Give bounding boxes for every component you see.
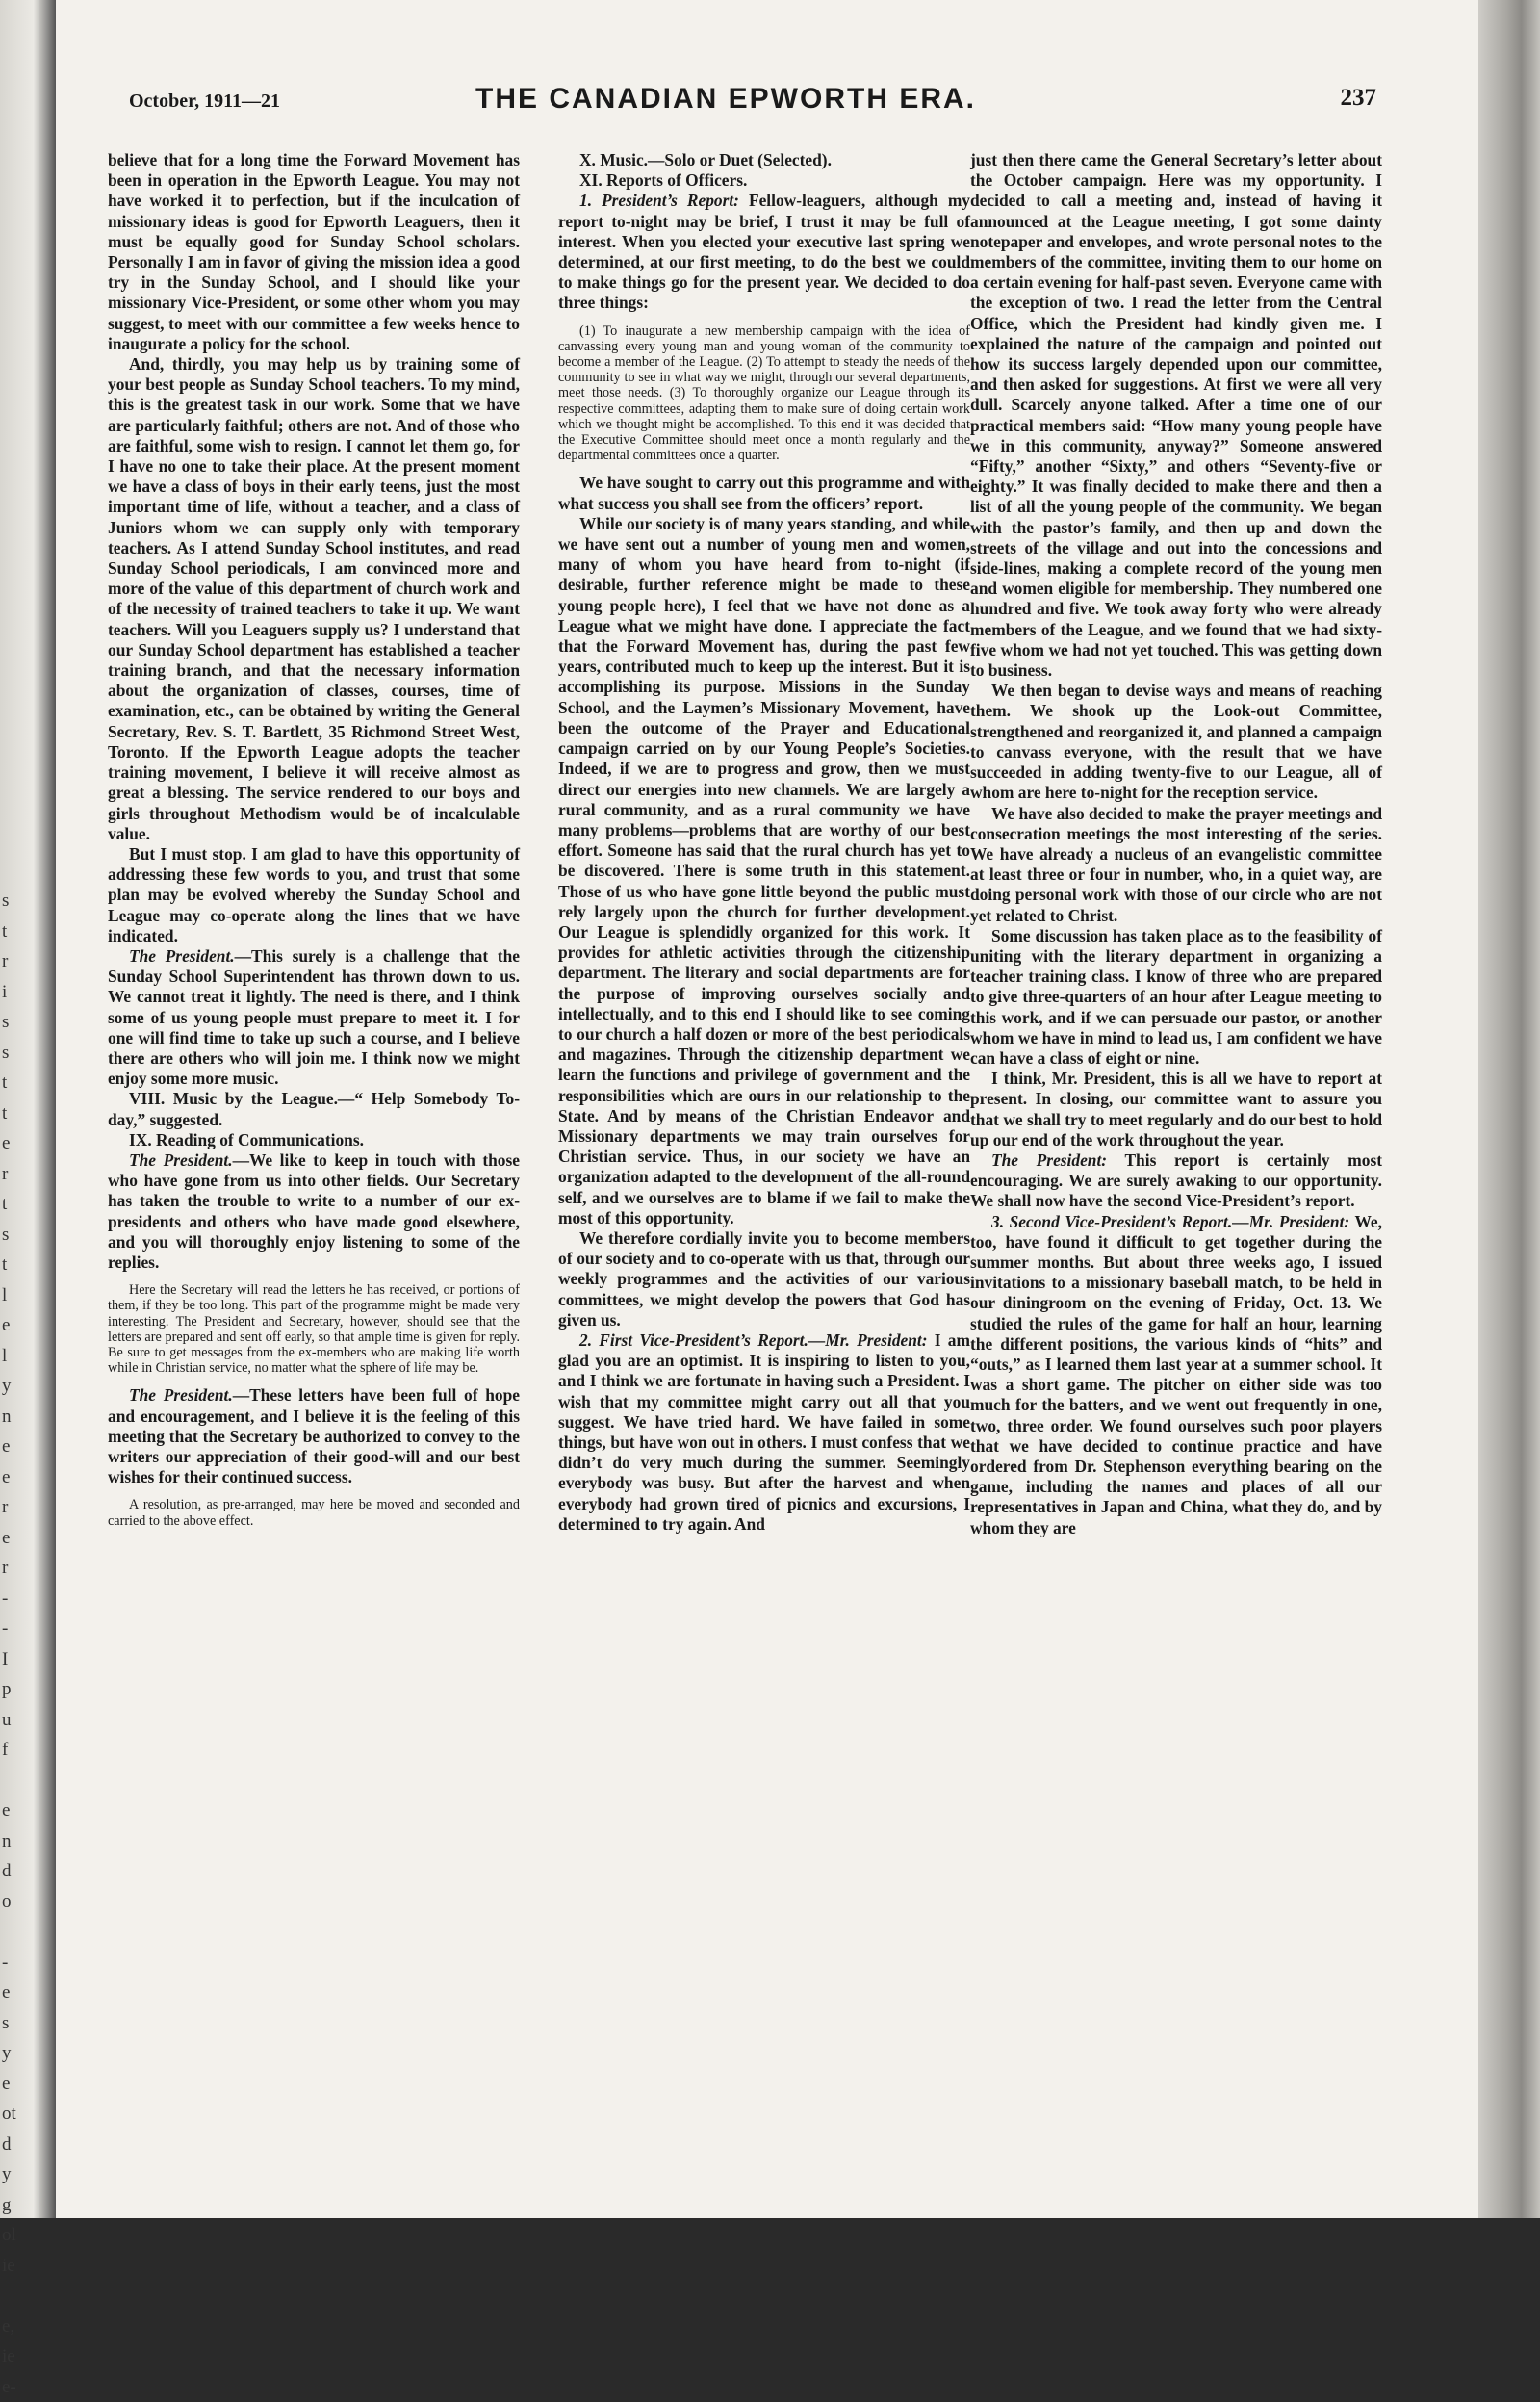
paragraph	[108, 1130, 520, 1150]
fragment-char: i	[2, 977, 21, 1008]
fragment-char: y	[2, 1371, 21, 1402]
fragment-char: s	[2, 886, 21, 917]
fragment-char: f	[2, 1735, 21, 1766]
paragraph	[558, 1330, 970, 1535]
fragment-char: e	[2, 1432, 21, 1462]
fragment-char: e,	[2, 2312, 21, 2342]
fragment-char: ie	[2, 2341, 21, 2372]
editorial-note	[558, 323, 970, 464]
fragment-char: d	[2, 1856, 21, 1887]
fragment-char: u	[2, 1705, 21, 1736]
paragraph	[970, 681, 1382, 803]
fragment-char: e-	[2, 2372, 21, 2402]
paragraph-text: While our society is of many years standing, and while we have sent out a number of young men and women, many of whom you have heard from to-night (if desirable, further reference might be made to these young people here), I feel that we have not done as a League what we might have done. I appreciate the fact that the Forward Movement has, during the past few years, contributed much to keep up the interest. But it is accomplishing its purpose. Missions in the Sunday School, and the Laymen’s Missionary Movement, have been the outcome of the Prayer and Educational campaign carried on by our Young People’s Societies. Indeed, if we are to progress and grow, then we must direct our energies into new channels. We are largely a rural community, and as a rural community we have many problems—problems that are worthy of our best effort. Someone has said that the rural church has yet to be discovered. There is some truth in this statement. Those of us who have gone little beyond the public must rely largely upon the church for further development. Our League is splendidly organized for this work. It provides for athletic activities through the citizenship department. The literary and social departments are for the purpose of improving ourselves socially and intellectually, and to this end I should like to see coming to our church a half dozen or more of the best periodicals and magazines. Through the citizenship department we learn the functions and privilege of government and the responsibilities which are ours in our relationship to the State. And by means of the Christian Endeavor and Missionary departments we may train ourselves for Christian service. Thus, in our society we have an organization adapted to the development of the all-round self, and we ourselves are to blame if we fail to make the most of this opportunity.	[558, 514, 970, 1227]
fragment-char: n	[2, 1826, 21, 1857]
paragraph-text: I think, Mr. President, this is all we have to report at present. In closing, our committee want to assure you that we shall try to meet regularly and do our best to hold up our end of the work throughout the year.	[970, 1069, 1382, 1149]
fragment-char: t	[2, 1189, 21, 1220]
paragraph-text: Here the Secretary will read the letters he has received, or portions of them, if they be too long. This part of the programme might be made very interesting. The President and Secretary, however, should see that the letters are prepared and sent off early, so that ample time is given for reply. Be sure to get messages from the ex-members who are making life worth while in Christian service, no matter what the sphere of life may be.	[108, 1282, 520, 1376]
column-2	[558, 150, 970, 1535]
fragment-char: -	[2, 1948, 21, 1978]
fragment-char: y	[2, 2038, 21, 2069]
paragraph	[108, 1385, 520, 1487]
paragraph-text: Some discussion has taken place as to the feasibility of uniting with the literary department in organizing a teacher training class. I know of three who are prepared to give three-quarters of an hour after League meeting to this work, and if we can persuade our pastor, or another whom we have in mind to lead us, I am confident we have can have a class of eight or nine.	[970, 926, 1382, 1068]
paragraph-text: We therefore cordially invite you to become members of our society and to co-operate with us that, through our weekly programmes and the activities of our various committees, we might develop the powers that God has given us.	[558, 1228, 970, 1330]
fragment-char: g	[2, 2190, 21, 2221]
paragraph-text: —We like to keep in touch with those who have gone from us into other fields. Our Secretary has taken the trouble to write to a number of our ex-presidents and others who have made good elsewhere, and you will thoroughly enjoy listening to some of the replies.	[108, 1150, 520, 1272]
fragment-char: e	[2, 1523, 21, 1554]
previous-page-fragments	[2, 886, 21, 2402]
page-number: 237	[1341, 85, 1377, 112]
paragraph-lead: 1. President’s Report:	[579, 191, 739, 210]
paragraph-text: believe that for a long time the Forward Movement has been in operation in the Epworth League. You may not have worked it to perfection, but if the inculcation of missionary ideas is good for Epworth Leaguers, then it must be equally good for Sunday School scholars. Personally I am in favor of giving the mission idea a good try in the Sunday School, and I should like your missionary Vice-President, or some other whom you may suggest, to meet with our committee a few weeks hence to inaugurate a policy for the school.	[108, 150, 520, 353]
fragment-char: r	[2, 1553, 21, 1584]
paragraph	[558, 170, 970, 191]
paragraph-text: —This surely is a challenge that the Sunday School Superintendent has thrown down to us. We cannot treat it lightly. The need is there, and I think some of us young people must prepare to meet it. I for one will find time to take up such a course, and I believe there are others who will join me. I think now we might enjoy some more music.	[108, 946, 520, 1088]
previous-page-margin	[0, 0, 56, 2218]
paragraph-lead: The President.	[129, 1150, 233, 1170]
paragraph-lead: The President:	[991, 1150, 1107, 1170]
fragment-char: p	[2, 1674, 21, 1705]
fragment-char: s	[2, 1220, 21, 1251]
fragment-char: t	[2, 1250, 21, 1280]
paragraph	[970, 1212, 1382, 1538]
column-3	[970, 150, 1382, 1538]
fragment-char: n	[2, 1402, 21, 1433]
paragraph	[108, 946, 520, 1089]
fragment-char	[2, 1917, 21, 1948]
paragraph-text: We have sought to carry out this programme and with what success you shall see from the officers’ report.	[558, 473, 970, 512]
paragraph	[970, 926, 1382, 1069]
paragraph-text: Fellow-leaguers, although my report to-night may be brief, I trust it may be full of interest. When you elected your executive last spring we determined, at our first meeting, to do the best we could to make things go for the present year. We decided to do three things:	[558, 191, 970, 312]
paragraph	[108, 354, 520, 844]
fragment-char: e	[2, 1795, 21, 1826]
fragment-char: e	[2, 2069, 21, 2100]
paragraph-text: XI. Reports of Officers.	[579, 170, 747, 190]
paragraph-lead: 2. First Vice-President’s Report.—Mr. President:	[579, 1330, 928, 1350]
fragment-char: r	[2, 946, 21, 977]
fragment-char: I	[2, 1644, 21, 1675]
fragment-char: r	[2, 1492, 21, 1523]
publication-title: THE CANADIAN EPWORTH ERA.	[75, 83, 1376, 116]
paragraph-text: We have also decided to make the prayer meetings and consecration meetings the most interesting of the series. We have already a nucleus of an evangelistic committee at least three or four in number, who, in a quiet way, are doing personal work with those of our circle who are not yet related to Christ.	[970, 804, 1382, 925]
page-header	[75, 83, 1376, 121]
fragment-char	[2, 1766, 21, 1796]
fragment-char: s	[2, 1038, 21, 1069]
fragment-char: -	[2, 1584, 21, 1614]
paragraph	[108, 1150, 520, 1273]
fragment-char	[2, 2281, 21, 2312]
fragment-char: t	[2, 1098, 21, 1129]
fragment-char: d	[2, 2130, 21, 2160]
paragraph-text: This report is certainly most encouraging. We are surely awaking to our opportunity. We shall now have the second Vice-President’s report.	[970, 1150, 1382, 1210]
paragraph-text: I am glad you are an optimist. It is inspiring to listen to you, and I think we are fortunate in having such a President. I wish that my committee might carry out all that you suggest. We have tried hard. We have failed in some things, but have won out in others. I must confess that we didn’t do very much during the summer. Seemingly everybody was busy. But after the harvest and when everybody had grown tired of picnics and excursions, I determined to try again. And	[558, 1330, 970, 1534]
paragraph-text: X. Music.—Solo or Duet (Selected).	[579, 150, 832, 169]
fragment-char: s	[2, 1007, 21, 1038]
paragraph-text: We, too, have found it difficult to get together during the summer months. But about three weeks ago, I issued invitations to a missionary baseball match, to be held in our diningroom on the evening of Friday, Oct. 13. We studied the rules of the game for half an hour, learning the different positions, the various kinds of “hits” and “outs,” as I learned them last year at a summer school. It was a short game. The pitcher on either side was too much for the batters, and we went out frequently in one, two, three order. We found ourselves such poor players that we have decided to continue practice and have ordered from Dr. Stephenson everything bearing on the game, including the names and places of all our representatives in Japan and China, what they do, and by whom they are	[970, 1212, 1382, 1537]
column-1	[108, 150, 520, 1538]
paragraph-text: (1) To inaugurate a new membership campaign with the idea of canvassing every young man and young woman of the community to become a member of the League. (2) To attempt to steady the needs of the community to see in what way we might, through our several departments, meet those needs. (3) To thoroughly organize our League through its respective committees, adapting them to make sure of doing certain work which we thought might be accomplished. To this end it was decided that the Executive Committee should meet once a month regularly and the departmental committees once a quarter.	[558, 323, 970, 464]
issue-date: October, 1911—21	[129, 90, 280, 113]
fragment-char: ot	[2, 2099, 21, 2130]
fragment-char: l	[2, 1341, 21, 1372]
paragraph-text: A resolution, as pre-arranged, may here be moved and seconded and carried to the above effect.	[108, 1497, 520, 1528]
paragraph	[558, 473, 970, 513]
paragraph	[970, 1150, 1382, 1212]
fragment-char: l	[2, 1280, 21, 1311]
paragraph-text: But I must stop. I am glad to have this opportunity of addressing these few words to you, and trust that some plan may be evolved whereby the Sunday School and League may co-operate along the lines that we have indicated.	[108, 844, 520, 945]
paragraph-text: We then began to devise ways and means of reaching them. We shook up the Look-out Committee, strengthened and reorganized it, and planned a campaign to canvass everyone, with the result that we have succeeded in adding twenty-five to our League, all of whom are here to-night for the reception service.	[970, 681, 1382, 802]
paragraph	[558, 1228, 970, 1330]
paragraph-lead: The President.	[129, 946, 235, 966]
fragment-char: t	[2, 917, 21, 947]
fragment-char: ie	[2, 2251, 21, 2282]
editorial-note	[108, 1497, 520, 1528]
fragment-char: e	[2, 1977, 21, 2008]
page-edge	[1478, 0, 1540, 2218]
paragraph	[558, 514, 970, 1228]
paragraph-text: And, thirdly, you may help us by training some of your best people as Sunday School teachers. To my mind, this is the greatest task in our work. Some that we have are particularly faithful; others are not. And of those who are faithful, some wish to resign. I cannot let them go, for I have no one to take their place. At the present moment we have a class of boys in their early teens, just the most important time of life, without a teacher, and a class of Juniors whom we can supply only with temporary teachers. As I attend Sunday School institutes, and read Sunday School periodicals, I am convinced more and more of the value of this department of church work and of the necessity of trained teachers to take it up. We want teachers. Will you Leaguers supply us? I understand that our Sunday School department has established a teacher training branch, and that the necessary information about the organization of classes, courses, time of examination, etc., can be obtained by writing the General Secretary, Rev. S. T. Bartlett, 35 Richmond Street West, Toronto. If the Epworth League adopts the teacher training movement, I believe it will receive almost as great a blessing. The service rendered to our boys and girls throughout Methodism would be of incalculable value.	[108, 354, 520, 843]
paragraph	[970, 804, 1382, 926]
fragment-char: s	[2, 2008, 21, 2039]
paragraph	[970, 150, 1382, 681]
fragment-char: e	[2, 1310, 21, 1341]
paragraph-text: VIII. Music by the League.—“ Help Somebody To-day,” suggested.	[108, 1089, 520, 1128]
fragment-char: ol	[2, 2220, 21, 2251]
paragraph	[558, 191, 970, 313]
editorial-note	[108, 1282, 520, 1376]
fragment-char: t	[2, 1068, 21, 1098]
paragraph-lead: The President.	[129, 1385, 233, 1405]
paragraph-lead: 3. Second Vice-President’s Report.—Mr. President:	[991, 1212, 1349, 1231]
fragment-char: y	[2, 2159, 21, 2190]
paragraph-text: just then there came the General Secretary’s letter about the October campaign. Here was my opportunity. I decided to call a meeting and, instead of having it announced at the League meeting, I got some dainty notepaper and envelopes, and wrote personal notes to the members of the committee, inviting them to our home on a certain evening for half-past seven. Everyone came with the exception of two. I read the letter from the Central Office, which the President had kindly given me. I explained the nature of the campaign and pointed out how its success largely depended upon our committee, and then asked for suggestions. At first we were all very dull. Scarcely anyone talked. After a time one of our practical members said: “How many young people have we in this community, anyway?” Someone answered “Fifty,” another “Sixty,” and others “Seventy-five or eighty.” It was finally decided to make there and then a list of all the young people of the community. We began with the pastor’s family, and then up and down the streets of the village and out into the concessions and side-lines, making a complete record of the young men and women eligible for membership. They numbered one hundred and five. We took away forty who were already members of the League, and we found that we had sixty-five whom we had not yet touched. This was getting down to business.	[970, 150, 1382, 680]
fragment-char: r	[2, 1159, 21, 1190]
paragraph	[108, 844, 520, 946]
fragment-char: -	[2, 1614, 21, 1644]
fragment-char: e	[2, 1462, 21, 1493]
fragment-char: e	[2, 1128, 21, 1159]
fragment-char: o	[2, 1887, 21, 1918]
paragraph	[108, 150, 520, 354]
paragraph	[970, 1069, 1382, 1150]
paragraph-text: —These letters have been full of hope and encouragement, and I believe it is the feeling of this meeting that the Secretary be authorized to convey to the writers our appreciation of their good-will and our best wishes for their continued success.	[108, 1385, 520, 1486]
paragraph	[108, 1089, 520, 1129]
paragraph-text: IX. Reading of Communications.	[129, 1130, 364, 1149]
paragraph	[558, 150, 970, 170]
